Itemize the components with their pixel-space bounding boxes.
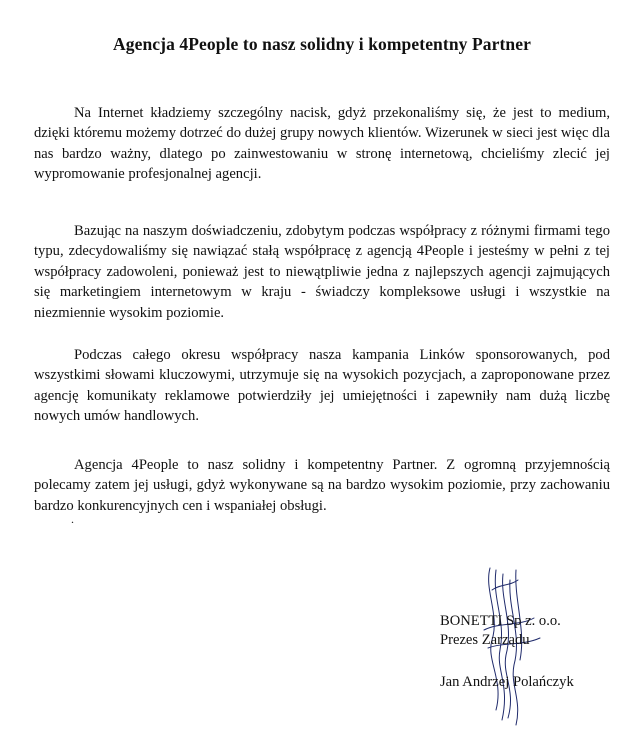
paragraph-4: Agencja 4People to nasz solidny i kompetentny Partner. Z ogromną przyjemnością polecamy zatem jej usługi, gdyż wykonywane są na bardzo wysokim poziomie, przy zachowaniu bardzo konkurencyjnych cen i wspaniałej obsługi. [34,457,610,514]
signer-position: Prezes Zarządu [440,632,530,648]
paragraph-3: Podczas całego okresu współpracy nasza kampania Linków sponsorowanych, pod wszystkimi słowami kluczowymi, utrzymuje się na wysokich pozycjach, a zaproponowane przez agencję komunikaty reklamowe potwierdziły jej umiejętności i zapewniły nam dużą liczbę nowych umów handlowych. [34,347,610,425]
paragraph-2: Bazując na naszym doświadczeniu, zdobytym podczas współpracy z różnymi firmami tego typu, zdecydowaliśmy się nawiązać stałą współpracę z agencją 4People i jesteśmy w pełni z tej współpracy zadowoleni, ponieważ jest to niewątpliwie jedna z najlepszych agencji zajmujących się marketingiem internetowym w kraju - świadczy kompleksowe usługi i wszystkie na niezmiennie wysokim poziomie. [34,223,610,321]
signer-name: Jan Andrzej Polańczyk [440,674,574,690]
company-name: BONETTI Sp z. o.o. [440,613,561,629]
paragraph-1: Na Internet kładziemy szczególny nacisk, gdyż przekonaliśmy się, że jest to medium, dzięki któremu możemy dotrzeć do dużej grupy nowych klientów. Wizerunek w sieci jest więc dla nas bardzo ważny, dlatego po zainwestowaniu w stronę internetową, chcieliśmy zlecić jej wypromowanie profesjonalnej agencji. [34,105,610,183]
letter-title: Agencja 4People to nasz solidny i kompetentny Partner [113,34,531,54]
signature-block [440,612,574,692]
stray-mark: . [71,512,74,526]
